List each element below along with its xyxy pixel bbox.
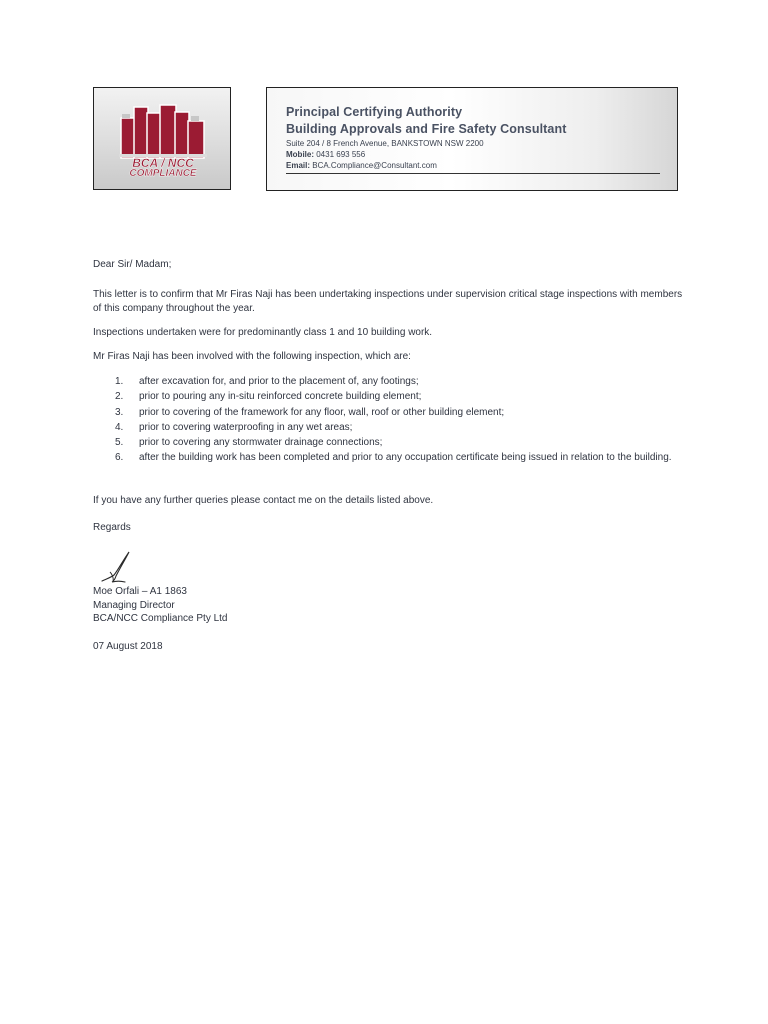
list-item-text: after the building work has been completed and prior to any occupation certificate being issued in relation to the building. xyxy=(139,452,672,464)
company-logo xyxy=(93,87,231,190)
letter-date: 07 August 2018 xyxy=(93,641,163,652)
signature-image xyxy=(96,548,136,588)
signatory-title: Managing Director xyxy=(93,600,175,611)
signatory-name: Moe Orfali – A1 1863 xyxy=(93,586,187,597)
mobile-label: Mobile: xyxy=(286,150,314,159)
list-item xyxy=(93,374,683,389)
list-item-number: 5. xyxy=(115,437,124,449)
letterhead-title-1: Principal Certifying Authority xyxy=(286,105,463,119)
closing-note: If you have any further queries please contact me on the details listed above. xyxy=(93,495,434,506)
buildings-logo-icon xyxy=(94,88,232,191)
paragraph-1: This letter is to confirm that Mr Firas Naji has been undertaking inspections under supervision critical stage inspections with members of this company throughout the year. xyxy=(93,289,683,314)
list-item-number: 6. xyxy=(115,452,124,464)
list-item-text: prior to pouring any in-situ reinforced concrete building element; xyxy=(139,391,422,403)
list-item-text: prior to covering waterproofing in any wet areas; xyxy=(139,421,353,433)
list-item xyxy=(93,389,683,404)
list-item xyxy=(93,435,683,450)
paragraph-3: Mr Firas Naji has been involved with the following inspection, which are: xyxy=(93,351,411,362)
list-item-number: 2. xyxy=(115,391,124,403)
list-item xyxy=(93,420,683,435)
letterhead-divider xyxy=(286,173,660,174)
letterhead-panel xyxy=(266,87,678,191)
list-item-text: prior to covering of the framework for any floor, wall, roof or other building element; xyxy=(139,406,505,418)
list-item-text: after excavation for, and prior to the placement of, any footings; xyxy=(139,376,419,387)
logo-text-line1: BCA / NCC xyxy=(132,156,194,170)
inspection-list xyxy=(93,374,683,466)
mobile-line xyxy=(286,150,365,159)
logo-text-line2: COMPLIANCE xyxy=(129,168,197,179)
list-item xyxy=(93,405,683,420)
paragraph-2: Inspections undertaken were for predominantly class 1 and 10 building work. xyxy=(93,327,433,338)
address-line: Suite 204 / 8 French Avenue, BANKSTOWN NSW 2200 xyxy=(286,139,484,148)
list-item-number: 4. xyxy=(115,421,124,433)
list-item-number: 1. xyxy=(115,376,124,387)
email-value: BCA.Compliance@Consultant.com xyxy=(312,161,437,170)
letterhead-title-2: Building Approvals and Fire Safety Consultant xyxy=(286,122,567,136)
email-line xyxy=(286,161,437,170)
list-item xyxy=(93,450,683,465)
mobile-value: 0431 693 556 xyxy=(316,150,366,159)
email-label: Email: xyxy=(286,161,311,170)
salutation: Dear Sir/ Madam; xyxy=(93,259,172,270)
list-item-number: 3. xyxy=(115,406,124,418)
list-item-text: prior to covering any stormwater drainage connections; xyxy=(139,437,383,449)
signatory-company: BCA/NCC Compliance Pty Ltd xyxy=(93,613,228,624)
regards: Regards xyxy=(93,522,131,533)
